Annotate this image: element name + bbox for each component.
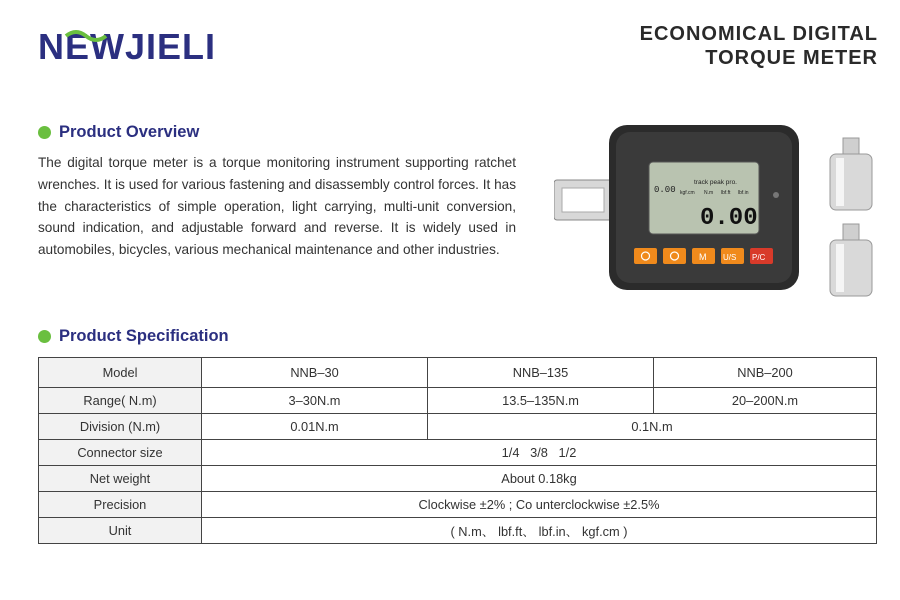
spec-heading-text: Product Specification [59,327,229,345]
overview-heading [38,123,199,142]
table-cell: NNB–30 [202,358,428,388]
row-label: Range( N.m) [39,388,202,414]
table-cell: NNB–200 [654,358,877,388]
table-cell: NNB–135 [428,358,654,388]
table-cell: ( N.m、 lbf.ft、 lbf.in、 kgf.cm ) [202,518,877,544]
lcd-main-value: 0.00 [700,205,758,232]
lcd-unit-3: lbf.ft [721,190,731,196]
document-title-line1: ECONOMICAL DIGITAL [639,23,878,45]
clockwise-button [634,248,657,264]
table-cell: 20–200N.m [654,388,877,414]
unit-switch-button-label: U/S [723,253,737,262]
document-title [640,22,878,70]
brand-logo-text: NEWJIELI [38,26,217,66]
bullet-dot-icon [38,330,51,343]
adapter-bottom-image [826,222,876,300]
lcd-unit-1: kgf.cm [680,190,695,196]
overview-text: The digital torque meter is a torque monitoring instrument supporting ratchet wrenches. It is used for various fastening and disassembly control forces. It has the characteristics of simple operation, light carrying, multi-unit conversion, sound indication, and adjustable forward and reverse. It is widely used in automobiles, bicycles, various mechanical maintenance and other industries. [38,155,516,258]
table-cell: Clockwise ±2% ; Co unterclockwise ±2.5% [202,492,877,518]
table-row [39,466,877,492]
sensor-icon [773,192,779,198]
memory-button-label: M [699,252,707,262]
lcd-small-value: 0.00 [654,185,676,195]
power-clear-button-label: P/C [752,253,766,262]
table-cell: 0.01N.m [202,414,428,440]
lcd-unit-4: lbf.in [738,190,749,196]
row-label: Division (N.m) [39,414,202,440]
row-label: Model [39,358,202,388]
torque-meter-image [554,120,804,300]
spec-table [38,357,877,544]
row-label: Net weight [39,466,202,492]
table-row [39,358,877,388]
document-title-line2: TORQUE METER [705,47,878,69]
adapter-top-image [826,136,876,214]
overview-heading-text: Product Overview [59,123,200,141]
row-label: Unit [39,518,202,544]
table-cell: 0.1N.m [428,414,877,440]
spec-heading [38,327,229,346]
table-row [39,414,877,440]
table-row [39,440,877,466]
brand-logo [38,26,243,66]
table-row [39,388,877,414]
table-cell: 13.5–135N.m [428,388,654,414]
bullet-dot-icon [38,126,51,139]
table-cell: 1/4 3/8 1/2 [202,440,877,466]
row-label: Connector size [39,440,202,466]
table-row [39,492,877,518]
table-cell: 3–30N.m [202,388,428,414]
row-label: Precision [39,492,202,518]
table-cell: About 0.18kg [202,466,877,492]
counterclockwise-button [663,248,686,264]
lcd-mode: track peak pro. [694,179,737,186]
table-row [39,518,877,544]
lcd-unit-2: N.m [704,190,714,196]
